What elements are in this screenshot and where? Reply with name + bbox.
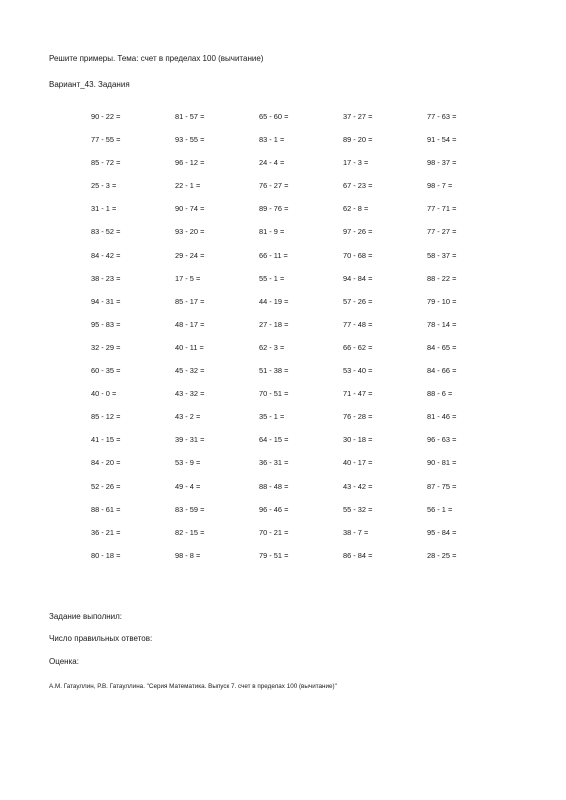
task-item: 70 - 51 = [259, 389, 289, 399]
task-item: 66 - 62 = [343, 342, 373, 352]
task-item: 36 - 31 = [259, 458, 289, 468]
grade-label: Оценка: [49, 657, 79, 666]
task-item: 44 - 19 = [259, 296, 289, 306]
task-item: 98 - 7 = [427, 181, 453, 191]
task-item: 87 - 75 = [427, 481, 457, 491]
task-item: 24 - 4 = [259, 158, 285, 168]
task-item: 70 - 68 = [343, 250, 373, 260]
task-item: 95 - 84 = [427, 527, 457, 537]
task-item: 28 - 25 = [427, 550, 457, 560]
task-item: 83 - 52 = [91, 227, 121, 237]
task-item: 78 - 14 = [427, 319, 457, 329]
task-item: 84 - 42 = [91, 250, 121, 260]
task-item: 53 - 9 = [175, 458, 201, 468]
task-item: 38 - 7 = [343, 527, 369, 537]
task-item: 32 - 29 = [91, 342, 121, 352]
task-item: 94 - 84 = [343, 273, 373, 283]
task-item: 22 - 1 = [175, 181, 201, 191]
task-item: 88 - 6 = [427, 389, 453, 399]
task-item: 85 - 17 = [175, 296, 205, 306]
task-item: 88 - 61 = [91, 504, 121, 514]
task-item: 43 - 42 = [343, 481, 373, 491]
task-item: 58 - 37 = [427, 250, 457, 260]
task-item: 83 - 1 = [259, 135, 285, 145]
task-item: 43 - 32 = [175, 389, 205, 399]
task-item: 41 - 15 = [91, 435, 121, 445]
task-item: 27 - 18 = [259, 319, 289, 329]
task-item: 40 - 0 = [91, 389, 117, 399]
task-item: 52 - 26 = [91, 481, 121, 491]
task-item: 67 - 23 = [343, 181, 373, 191]
task-item: 66 - 11 = [259, 250, 288, 260]
task-item: 29 - 24 = [175, 250, 205, 260]
task-item: 81 - 46 = [427, 412, 457, 422]
task-item: 79 - 10 = [427, 296, 457, 306]
task-item: 40 - 11 = [175, 342, 204, 352]
task-item: 60 - 35 = [91, 366, 121, 376]
task-item: 77 - 63 = [427, 112, 457, 121]
task-item: 88 - 22 = [427, 273, 457, 283]
task-item: 71 - 47 = [343, 389, 373, 399]
task-item: 77 - 48 = [343, 319, 373, 329]
completed-by-label: Задание выполнил: [49, 612, 123, 621]
task-item: 77 - 27 = [427, 227, 457, 237]
task-item: 37 - 27 = [343, 112, 373, 121]
task-item: 40 - 17 = [343, 458, 373, 468]
worksheet-title: Решите примеры. Тема: счет в пределах 100 (вычитание) [49, 54, 264, 63]
task-item: 83 - 59 = [175, 504, 205, 514]
variant-label: Вариант_43. Задания [49, 80, 130, 89]
task-item: 90 - 22 = [91, 112, 121, 121]
task-item: 31 - 1 = [91, 204, 117, 214]
correct-count-label: Число правильных ответов: [49, 634, 153, 643]
task-item: 35 - 1 = [259, 412, 285, 422]
task-item: 62 - 8 = [343, 204, 369, 214]
task-item: 64 - 15 = [259, 435, 289, 445]
task-item: 57 - 26 = [343, 296, 373, 306]
task-item: 90 - 81 = [427, 458, 457, 468]
task-item: 77 - 71 = [427, 204, 457, 214]
task-item: 96 - 63 = [427, 435, 457, 445]
task-item: 17 - 3 = [343, 158, 369, 168]
task-item: 25 - 3 = [91, 181, 117, 191]
task-item: 55 - 1 = [259, 273, 285, 283]
task-item: 84 - 65 = [427, 342, 457, 352]
task-item: 96 - 12 = [175, 158, 205, 168]
task-item: 90 - 74 = [175, 204, 205, 214]
task-grid [91, 111, 511, 573]
task-item: 45 - 32 = [175, 366, 205, 376]
task-item: 98 - 37 = [427, 158, 457, 168]
task-item: 97 - 26 = [343, 227, 373, 237]
task-item: 39 - 31 = [175, 435, 205, 445]
task-item: 94 - 31 = [91, 296, 121, 306]
task-item: 70 - 21 = [259, 527, 289, 537]
task-item: 76 - 28 = [343, 412, 373, 422]
task-item: 84 - 66 = [427, 366, 457, 376]
task-item: 77 - 55 = [91, 135, 121, 145]
task-item: 84 - 20 = [91, 458, 121, 468]
task-item: 79 - 51 = [259, 550, 289, 560]
task-item: 30 - 18 = [343, 435, 373, 445]
task-item: 91 - 54 = [427, 135, 457, 145]
task-item: 95 - 83 = [91, 319, 121, 329]
task-item: 88 - 48 = [259, 481, 289, 491]
task-item: 51 - 38 = [259, 366, 289, 376]
task-item: 76 - 27 = [259, 181, 289, 191]
task-item: 96 - 46 = [259, 504, 289, 514]
task-item: 89 - 76 = [259, 204, 289, 214]
task-item: 98 - 8 = [175, 550, 201, 560]
task-item: 80 - 18 = [91, 550, 121, 560]
task-item: 93 - 55 = [175, 135, 205, 145]
source-citation: А.М. Гатауллин, Р.В. Гатауллина. "Серия Математика. Выпуск 7. счет в пределах 100 (вычитание)" [49, 683, 337, 690]
task-item: 62 - 3 = [259, 342, 285, 352]
task-item: 85 - 72 = [91, 158, 121, 168]
task-item: 49 - 4 = [175, 481, 201, 491]
task-item: 48 - 17 = [175, 319, 205, 329]
task-item: 36 - 21 = [91, 527, 121, 537]
task-item: 82 - 15 = [175, 527, 205, 537]
task-item: 56 - 1 = [427, 504, 453, 514]
task-item: 81 - 9 = [259, 227, 285, 237]
task-item: 53 - 40 = [343, 366, 373, 376]
task-item: 17 - 5 = [175, 273, 201, 283]
task-item: 93 - 20 = [175, 227, 205, 237]
task-item: 43 - 2 = [175, 412, 201, 422]
task-item: 38 - 23 = [91, 273, 121, 283]
task-item: 85 - 12 = [91, 412, 121, 422]
task-item: 81 - 57 = [175, 112, 205, 121]
task-item: 55 - 32 = [343, 504, 373, 514]
task-item: 65 - 60 = [259, 112, 289, 121]
task-item: 89 - 20 = [343, 135, 373, 145]
task-item: 86 - 84 = [343, 550, 373, 560]
